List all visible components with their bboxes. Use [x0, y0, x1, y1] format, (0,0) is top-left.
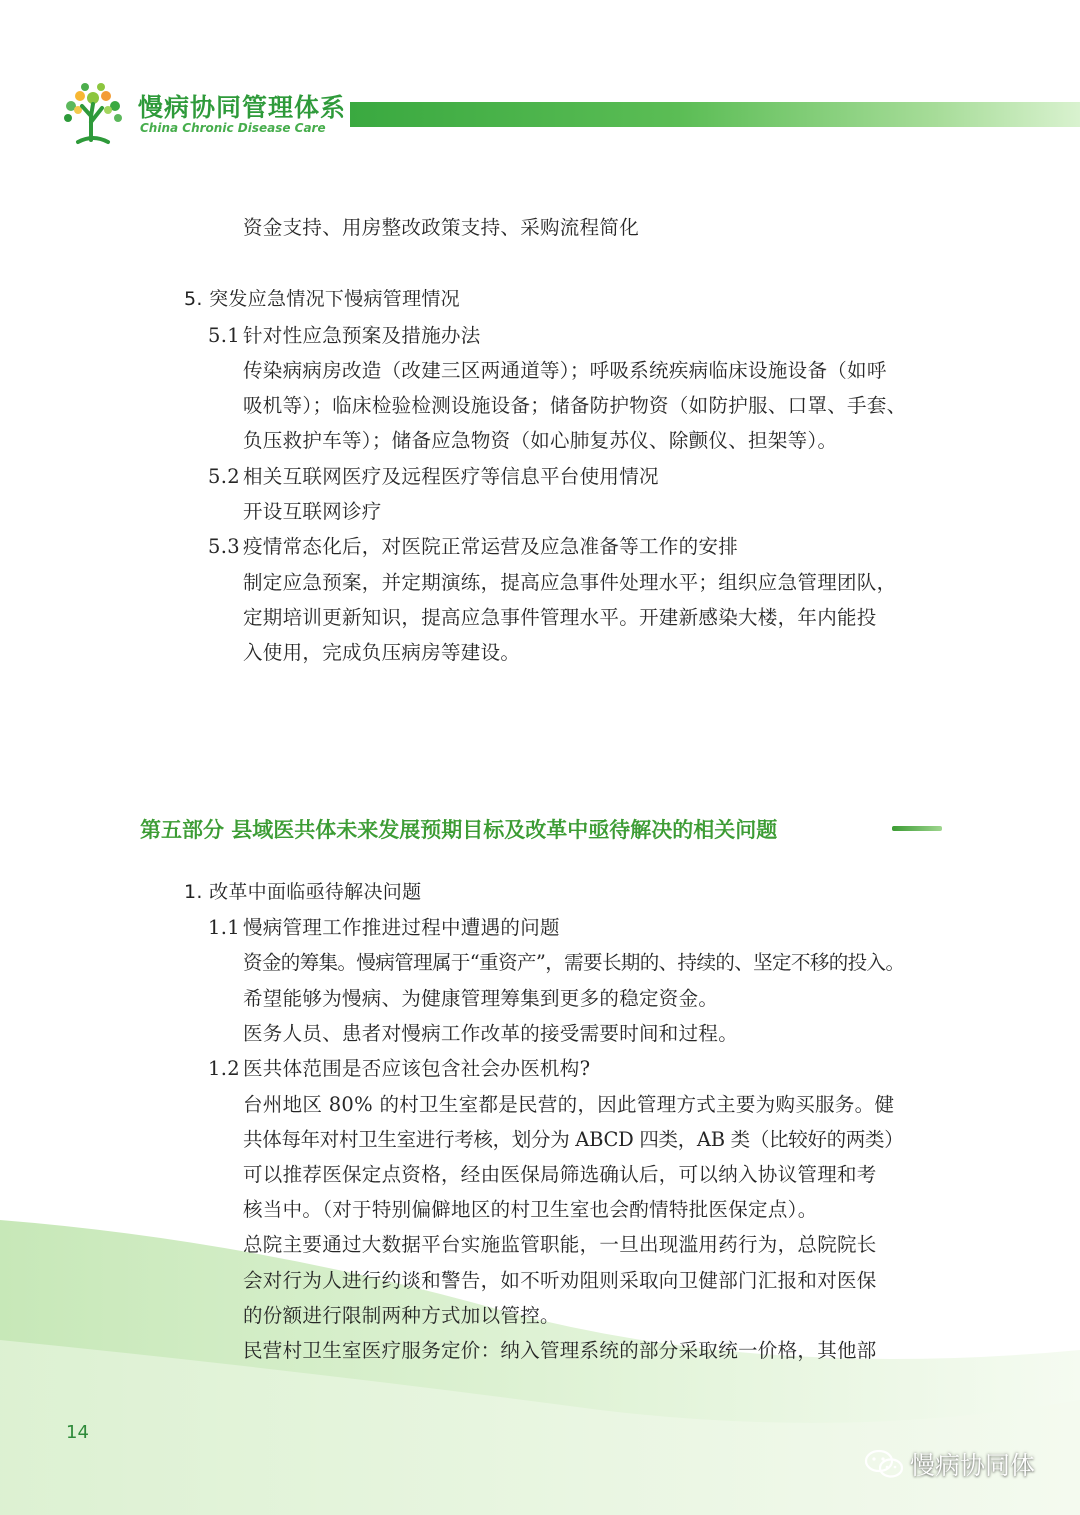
paragraph-line: 希望能够为慢病、为健康管理筹集到更多的稳定资金。 — [243, 987, 719, 1010]
part-5-title: 第五部分 县域医共体未来发展预期目标及改革中亟待解决的相关问题 — [140, 818, 778, 842]
item-number: 1.1 — [208, 916, 240, 939]
item-title: 慢病管理工作推进过程中遭遇的问题 — [243, 916, 560, 939]
header-gradient-bar — [350, 102, 1080, 127]
item-title: 相关互联网医疗及远程医疗等信息平台使用情况 — [243, 465, 659, 488]
item-5-2-heading — [208, 461, 659, 489]
subsection-1-heading: 1. 改革中面临亟待解决问题 — [184, 881, 422, 903]
watermark — [864, 1446, 1035, 1482]
paragraph-line: 传染病病房改造（改建三区两通道等）；呼吸系统疾病临床设施设备（如呼 — [243, 359, 887, 382]
paragraph-line: 核当中。（对于特别偏僻地区的村卫生室也会酌情特批医保定点）。 — [243, 1198, 818, 1221]
section-5-heading: 5. 突发应急情况下慢病管理情况 — [184, 288, 460, 310]
item-5-1-heading — [208, 320, 481, 348]
item-number: 5.1 — [208, 324, 240, 347]
paragraph-line: 总院主要通过大数据平台实施监管职能，一旦出现滥用药行为，总院院长 — [243, 1233, 877, 1256]
paragraph-line: 定期培训更新知识，提高应急事件管理水平。开建新感染大楼，年内能投 — [243, 606, 877, 629]
watermark-text: 慢病协同体 — [910, 1451, 1036, 1480]
paragraph-line: 开设互联网诊疗 — [243, 500, 382, 523]
paragraph-line: 吸机等）；临床检验检测设施设备；储备防护物资（如防护服、口罩、手套、 — [243, 394, 907, 417]
page-header — [0, 0, 1080, 170]
page-number: 14 — [66, 1422, 89, 1443]
item-1-2-heading — [208, 1053, 590, 1081]
paragraph-line: 会对行为人进行约谈和警告，如不听劝阻则采取向卫健部门汇报和对医保 — [243, 1269, 877, 1292]
paragraph-line: 制定应急预案，并定期演练，提高应急事件处理水平；组织应急管理团队， — [243, 571, 897, 594]
brand-title-cn: 慢病协同管理体系 — [138, 93, 347, 122]
part-title-rule — [892, 826, 942, 831]
item-number: 5.3 — [208, 535, 240, 558]
paragraph-line: 台州地区 80% 的村卫生室都是民营的，因此管理方式主要为购买服务。健 — [243, 1093, 895, 1116]
paragraph-line: 医务人员、患者对慢病工作改革的接受需要时间和过程。 — [243, 1022, 739, 1045]
paragraph-line: 可以推荐医保定点资格，经由医保局筛选确认后，可以纳入协议管理和考 — [243, 1163, 877, 1186]
paragraph-line: 入使用，完成负压病房等建设。 — [243, 641, 521, 664]
item-title: 疫情常态化后，对医院正常运营及应急准备等工作的安排 — [243, 535, 739, 558]
paragraph-line: 资金的筹集。慢病管理属于“重资产”，需要长期的、持续的、坚定不移的投入。 — [243, 951, 905, 974]
paragraph-line: 共体每年对村卫生室进行考核，划分为 ABCD 四类，AB 类（比较好的两类） — [243, 1128, 904, 1151]
paragraph-line: 的份额进行限制两种方式加以管控。 — [243, 1304, 560, 1327]
item-title: 针对性应急预案及措施办法 — [243, 324, 481, 347]
item-5-3-heading — [208, 531, 738, 559]
tree-logo-icon — [58, 78, 128, 148]
item-title: 医共体范围是否应该包含社会办医机构? — [243, 1057, 591, 1080]
wechat-icon — [864, 1449, 904, 1479]
brand-title-en: China Chronic Disease Care — [140, 121, 326, 135]
paragraph-line: 民营村卫生室医疗服务定价：纳入管理系统的部分采取统一价格，其他部 — [243, 1339, 877, 1362]
item-number: 1.2 — [208, 1057, 240, 1080]
paragraph-line: 负压救护车等）；储备应急物资（如心肺复苏仪、除颤仪、担架等）。 — [243, 429, 838, 452]
continuation-line: 资金支持、用房整改政策支持、采购流程简化 — [243, 216, 640, 239]
item-1-1-heading — [208, 912, 560, 940]
item-number: 5.2 — [208, 465, 240, 488]
